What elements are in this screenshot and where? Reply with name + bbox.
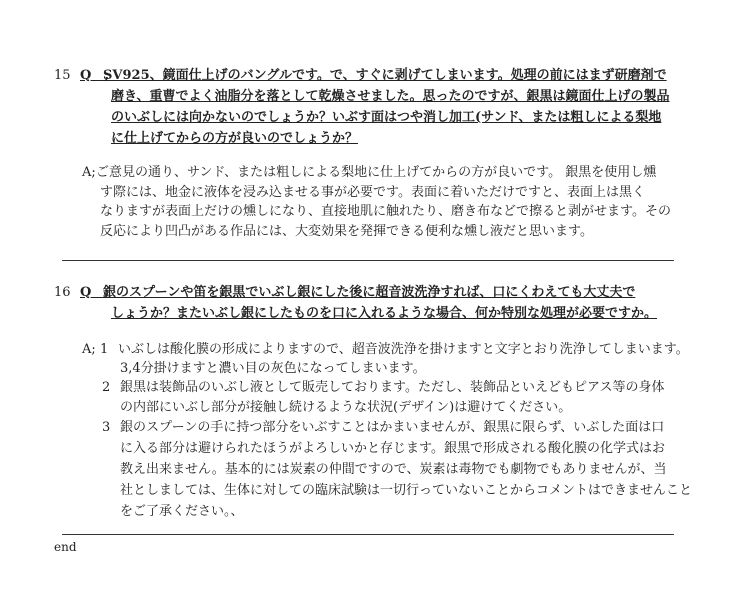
- question-number: 15: [54, 68, 71, 83]
- answer-line: す際には、地金に液体を浸み込ませる事が必要です。表面に着いただけですと、表面上は黒く: [100, 184, 645, 200]
- divider: [62, 260, 674, 261]
- answer-text: [96, 163, 676, 241]
- end-marker: end: [54, 540, 77, 554]
- answer-label: A;: [82, 165, 96, 180]
- answer-item-number: 3: [102, 420, 111, 435]
- question-number: 16: [54, 285, 71, 300]
- answer-line: 3,4分掛けますと濃い目の灰色になってしまいます。: [120, 361, 426, 376]
- answer-item-1: [118, 340, 689, 378]
- answer-label: A;: [82, 342, 96, 357]
- question-text: [103, 283, 673, 325]
- answer-line: 銀黒は装飾品のいぶし液として販売しております。ただし、装飾品といえどもピアス等の身体: [120, 380, 665, 395]
- answer-line: に入る部分は避けられたほうがよろしいかと存じます。銀黒で形成される酸化膜の化学式はお: [120, 441, 665, 456]
- answer-item-number: 1: [100, 342, 109, 357]
- question-label: Q ;: [80, 68, 110, 83]
- answer-line: 反応により凹凸がある作品には、大変効果を発揮できる便利な燻し液だと思います。: [100, 223, 593, 239]
- answer-line: いぶしは酸化膜の形成によりますので、超音波洗浄を掛けますと文字とおり洗浄してしまいます。: [118, 342, 689, 357]
- answer-item-3: [120, 418, 692, 523]
- answer-line: 銀のスプーンの手に持つ部分をいぶすことはかまいませんが、銀黒に限らず、いぶした面は口: [120, 420, 665, 435]
- answer-line: 社としましては、生体に対しての臨床試験は一切行っていないことからコメントはできませんこと: [120, 483, 693, 498]
- answer-line: 教え出来ません。基本的には炭素の仲間ですので、炭素は毒物でも劇物でもありませんが、当: [120, 462, 667, 477]
- question-label: Q ;: [80, 285, 110, 300]
- question-line: 銀のスプーンや笛を銀黒でいぶし銀にした後に超音波洗浄すれば、口にくわえても大丈夫で: [103, 285, 636, 300]
- question-line: SV925、鏡面仕上げのバングルです。で、すぐに剥げてしまいます。処理の前にはまず研磨剤で: [103, 68, 667, 83]
- answer-line: の内部にいぶし部分が接触し続けるような状況(デザイン)は避けてください。: [120, 400, 572, 415]
- question-line: 磨き、重曹でよく油脂分を落として乾燥させました。思ったのですが、銀黒は鏡面仕上げの製品: [111, 89, 670, 104]
- answer-line: なりますが表面上だけの燻しになり、直接地肌に触れたり、磨き布などで擦ると剥がせます。その: [100, 204, 671, 219]
- question-text: [103, 66, 673, 150]
- answer-line: ご意見の通り、サンド、または粗しによる梨地に仕上げてからの方が良いです。 銀黒を使用し燻: [96, 165, 657, 180]
- answer-line: をご了承ください。、: [120, 504, 244, 519]
- answer-item-number: 2: [102, 380, 111, 395]
- question-line: のいぶしには向かないのでしょうか？いぶす面はつや消し加工(サンド、または粗しによる梨地: [111, 110, 662, 125]
- divider: [62, 534, 674, 535]
- question-line: に仕上げてからの方が良いのでしょうか？: [111, 131, 359, 146]
- answer-item-2: [120, 378, 664, 418]
- question-line: しょうか？またいぶし銀にしたものを口に入れるような場合、何か特別な処理が必要ですか。: [111, 306, 658, 321]
